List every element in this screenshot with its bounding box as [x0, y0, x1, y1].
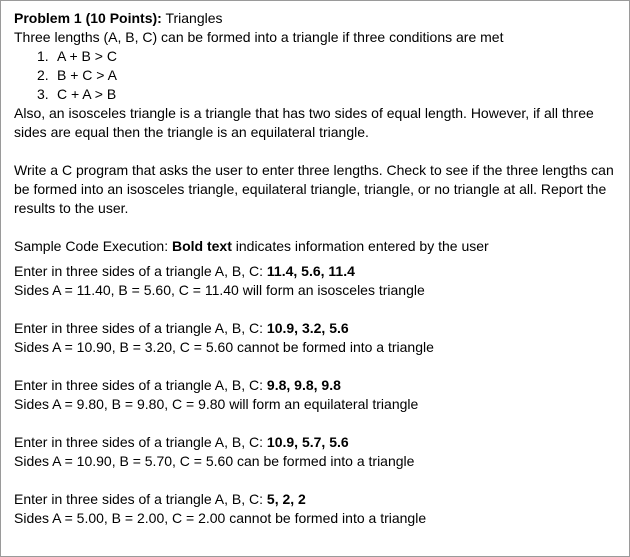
- intro-text: Three lengths (A, B, C) can be formed into a triangle if three conditions are met: [14, 29, 504, 45]
- execution-prompt: [14, 262, 618, 281]
- problem-heading-bold: Problem 1 (10 Points):: [14, 10, 162, 26]
- sample-suffix: indicates information entered by the user: [231, 238, 489, 254]
- execution-prompt: [14, 490, 618, 509]
- execution-output: Sides A = 5.00, B = 2.00, C = 2.00 cannot be formed into a triangle: [14, 510, 427, 526]
- user-input: 5, 2, 2: [266, 491, 306, 507]
- execution-prompt: [14, 376, 618, 395]
- user-input: 9.8, 9.8, 9.8: [266, 377, 341, 393]
- sample-execution: [14, 319, 618, 357]
- sample-execution: [14, 433, 618, 471]
- condition-number: 3.: [37, 86, 49, 102]
- user-input: 11.4, 5.6, 11.4: [266, 263, 355, 279]
- condition-text: A + B > C: [57, 48, 117, 64]
- execution-output: Sides A = 10.90, B = 5.70, C = 5.60 can be formed into a triangle: [14, 453, 415, 469]
- prompt-text: Enter in three sides of a triangle A, B, C:: [14, 263, 267, 279]
- condition-text: B + C > A: [57, 67, 117, 83]
- problem-heading-title: Triangles: [161, 10, 223, 26]
- sample-execution: [14, 490, 618, 528]
- isosceles-note: Also, an isosceles triangle is a triangle that has two sides of equal length. However, if all three sides are equal then the triangle is an equilateral triangle.: [14, 105, 594, 140]
- user-input: 10.9, 3.2, 5.6: [266, 320, 349, 336]
- execution-output: Sides A = 9.80, B = 9.80, C = 9.80 will form an equilateral triangle: [14, 396, 419, 412]
- condition-item: [14, 47, 618, 66]
- sample-bold-text: Bold text: [171, 238, 232, 254]
- problem-document: [14, 9, 618, 528]
- condition-item: [14, 85, 618, 104]
- prompt-text: Enter in three sides of a triangle A, B, C:: [14, 377, 267, 393]
- execution-prompt: [14, 433, 618, 452]
- sample-execution: [14, 376, 618, 414]
- sample-intro: [14, 237, 618, 256]
- prompt-text: Enter in three sides of a triangle A, B, C:: [14, 320, 267, 336]
- task-description: Write a C program that asks the user to enter three lengths. Check to see if the three lengths can be formed into an isosceles triangle, equilateral triangle, triangle, or no triangle at all. Report the results to the user.: [14, 162, 614, 216]
- condition-item: [14, 66, 618, 85]
- prompt-text: Enter in three sides of a triangle A, B, C:: [14, 491, 267, 507]
- sample-execution: [14, 262, 618, 300]
- sample-prefix: Sample Code Execution:: [14, 238, 172, 254]
- problem-heading: [14, 9, 618, 28]
- condition-number: 1.: [37, 48, 49, 64]
- condition-text: C + A > B: [57, 86, 117, 102]
- execution-output: Sides A = 10.90, B = 3.20, C = 5.60 cannot be formed into a triangle: [14, 339, 434, 355]
- prompt-text: Enter in three sides of a triangle A, B, C:: [14, 434, 267, 450]
- execution-prompt: [14, 319, 618, 338]
- user-input: 10.9, 5.7, 5.6: [266, 434, 349, 450]
- execution-output: Sides A = 11.40, B = 5.60, C = 11.40 will form an isosceles triangle: [14, 282, 425, 298]
- condition-list: [14, 47, 618, 104]
- condition-number: 2.: [37, 67, 49, 83]
